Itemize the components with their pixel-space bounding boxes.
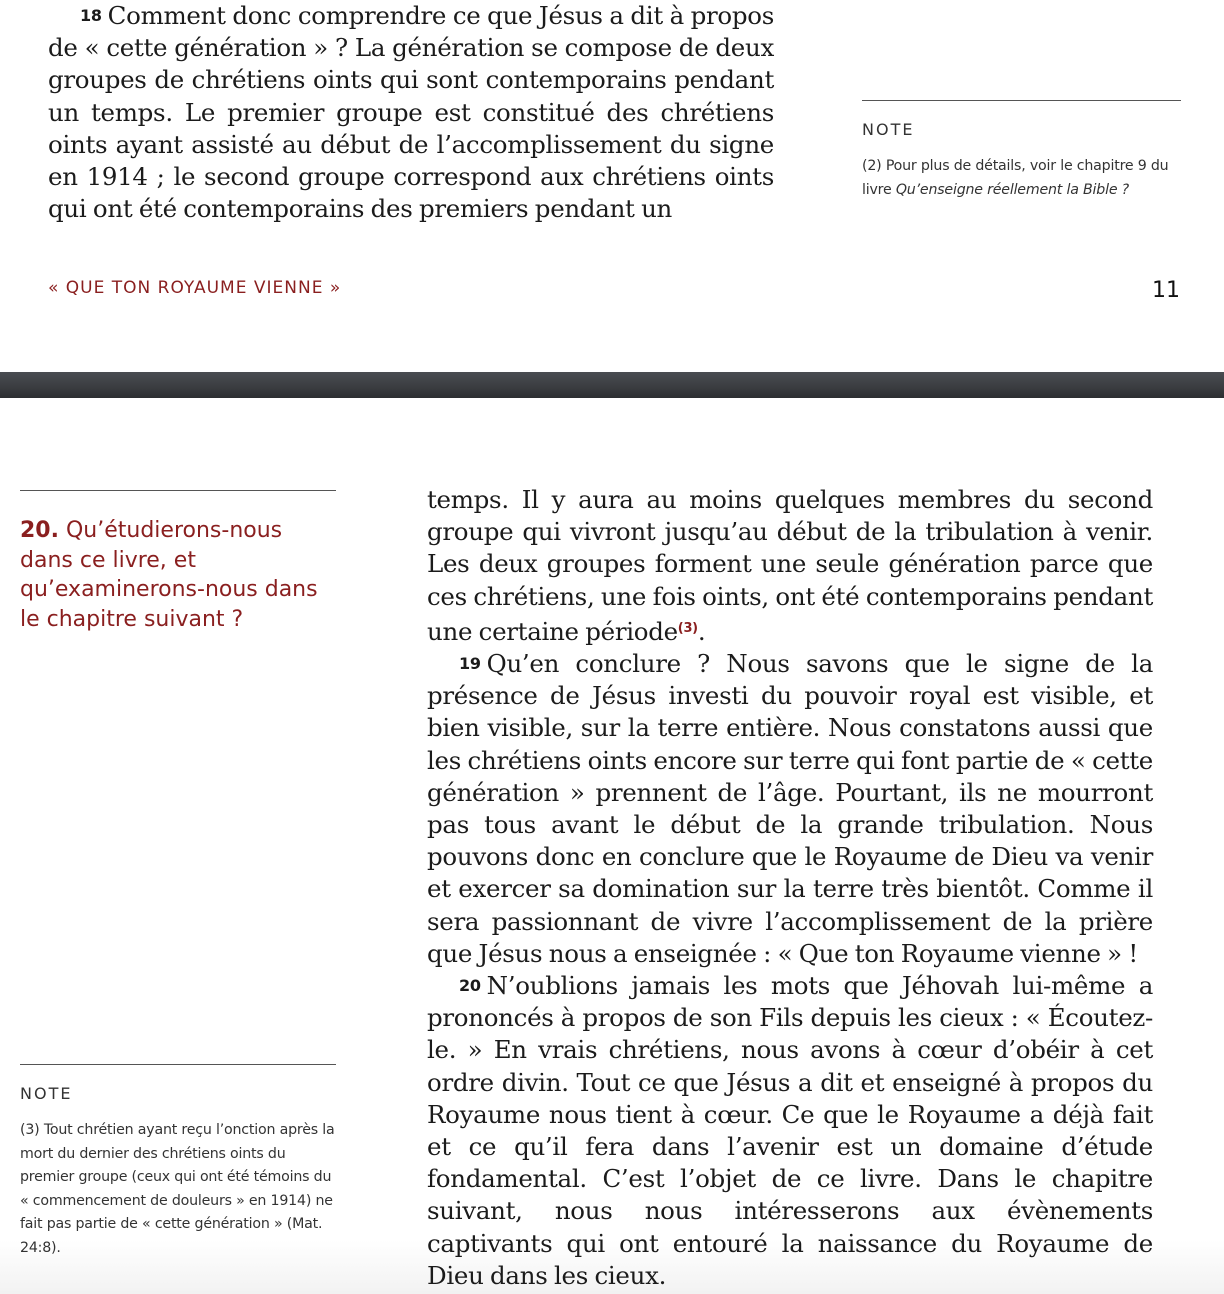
footnote-text: Tout chrétien ayant reçu l’onction après la mort du dernier des chrétiens oints du premier groupe (ceux qui ont été témoins du « commencement de douleurs » en 1914) ne fait pas partie de « cette génération » (Mat. 24:8). [20,1122,335,1256]
page-separator [0,372,1224,398]
top-page [0,0,1224,372]
footnote-2 [862,155,1174,202]
paragraph-number: 20 [459,976,481,996]
paragraph-text: Qu’en conclure ? Nous savons que le signe de la présence de Jésus investi du pouvoir royal est visible, et bien visible, sur la terre entière. Nous constatons aussi que les chrétiens oints encore sur terre qui font partie de « cette génération » prennent de l’âge. Pourtant, ils ne mourront pas tous avant le début de la grande tribulation. Nous pouvons donc en conclure que le Royaume de Dieu va venir et exercer sa domination sur la terre très bientôt. Comme il sera passionnant de vivre l’accomplissement de la prière que Jésus nous a enseignée : « Que ton Royaume vienne » ! [427,649,1153,968]
continuation-text: temps. Il y aura au moins quelques membres du second groupe qui vivront jusqu’au début de la tribulation à venir. Les deux groupes forment une seule génération parce que ces chrétiens, une fois oints, ont été contemporains pendant une certaine période [427,485,1153,646]
paragraph-19 [427,648,1153,970]
continuation-end: . [697,616,706,646]
question-text: Qu’étudierons-nous dans ce livre, et qu’examinerons-nous dans le chapitre suivant ? [20,518,318,632]
bottom-page [0,398,1224,1294]
footnote-3 [20,1119,336,1261]
note-label: NOTE [862,120,915,139]
footnote-ref: (3) [20,1122,40,1138]
main-text [427,484,1153,1292]
paragraph-18 [48,0,774,225]
paragraph-number: 18 [80,6,102,25]
footnote-ref-3[interactable]: (3) [677,620,698,636]
paragraph-continuation [427,484,1153,648]
paragraph-20 [427,970,1153,1292]
note-divider [20,1064,336,1065]
paragraph-text: Comment donc comprendre ce que Jésus a dit à propos de « cette génération » ? La génération se compose de deux groupes de chrétiens oints qui sont contemporains pendant un temps. Le premier groupe est constitué des chrétiens oints ayant assisté au début de l’accomplissement du signe en 1914 ; le second groupe correspond aux chrétiens oints qui ont été contemporains des premiers pendant un [48,1,774,224]
page-number: 11 [1152,278,1180,303]
running-head: « QUE TON ROYAUME VIENNE » [48,278,342,298]
question-divider [20,490,336,491]
paragraph-number: 19 [459,654,481,674]
study-question [20,516,340,634]
footnote-text: Pour plus de détails, voir le chapitre 9 du livre [862,158,1169,198]
paragraph-text: N’oublions jamais les mots que Jéhovah lui-même a prononcés à propos de son Fils depuis les cieux : « Écoutez-le. » En vrais chrétiens, nous avons à cœur d’obéir à cet ordre divin. Tout ce que Jésus a dit et enseigné à propos du Royaume nous tient à cœur. Ce que le Royaume a déjà fait et ce qu’il fera dans l’avenir est un domaine d’étude fondamental. C’est l’objet de ce livre. Dans le chapitre suivant, nous nous intéresserons aux évènements captivants qui ont entouré la naissance du Royaume de Dieu dans les cieux. [427,971,1153,1290]
footnote-ref: (2) [862,158,882,174]
note-label: NOTE [20,1084,73,1103]
note-divider [862,100,1181,101]
book-title: Qu’enseigne réellement la Bible ? [895,181,1129,198]
question-number: 20. [20,518,59,543]
